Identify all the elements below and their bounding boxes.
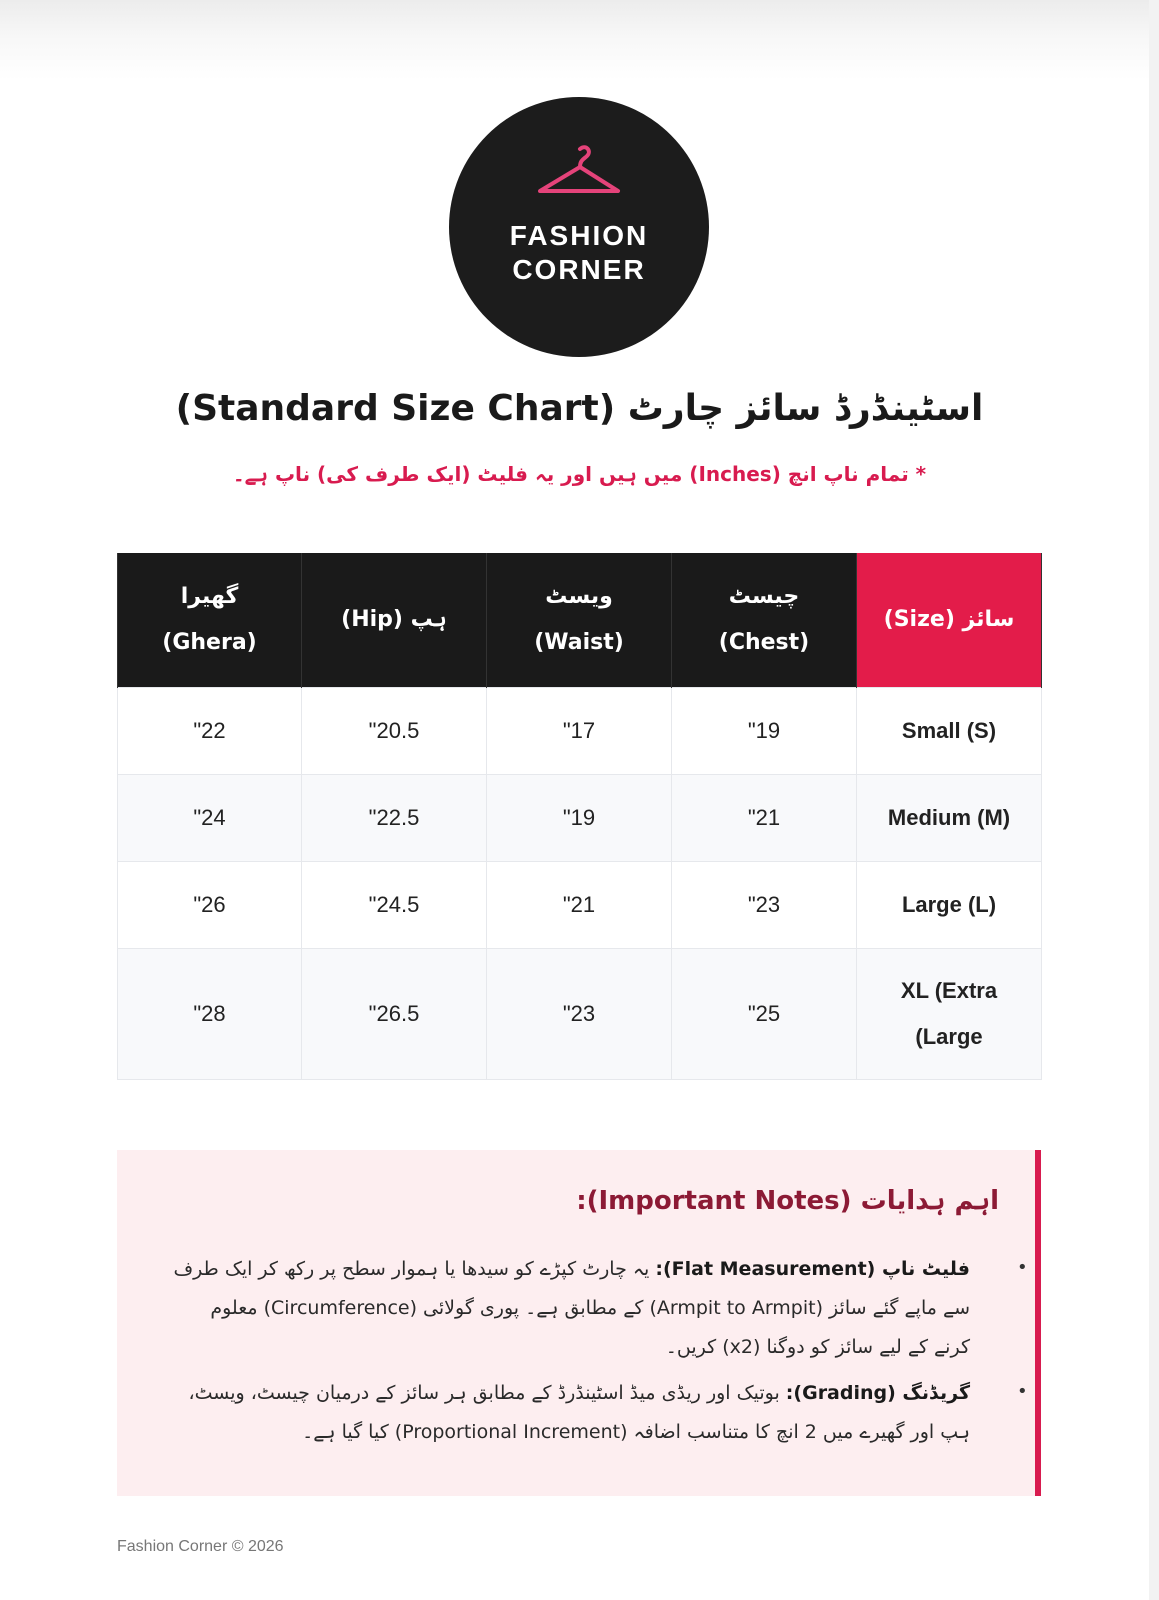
top-fade	[0, 0, 1159, 80]
row-size: Medium (M)	[857, 774, 1042, 861]
important-notes-box	[117, 1150, 1041, 1496]
note-label: فلیٹ ناپ (Flat Measurement):	[655, 1258, 970, 1280]
notes-title: اہم ہدایات (Important Notes):	[576, 1186, 999, 1216]
row-chest: 23"	[672, 861, 857, 948]
row-size: Small (S)	[857, 687, 1042, 774]
header-size-label: سائز (Size)	[883, 606, 1015, 632]
row-size	[857, 948, 1042, 1079]
brand-line-1: FASHION	[509, 220, 649, 251]
row-chest: 21"	[672, 774, 857, 861]
note-item	[170, 1374, 970, 1452]
row-hip: 22.5"	[302, 774, 487, 861]
table-row	[118, 774, 1042, 861]
table-row	[118, 687, 1042, 774]
note-text: یہ چارٹ کپڑے کو سیدھا یا ہموار سطح پر رکھ کر ایک طرف سے ماپے گئے سائز (Armpit to Armpit) کے مطابق ہے۔ پوری گولائی (Circumference) معلوم کرنے کے لیے سائز کو دوگنا (x2) کریں۔	[173, 1258, 970, 1358]
header-hip	[302, 553, 487, 687]
brand-logo	[449, 97, 709, 357]
table-row	[118, 861, 1042, 948]
row-size-line-1: XL (Extra	[900, 977, 998, 1003]
row-ghera: 28"	[118, 948, 302, 1079]
header-waist-urdu: ویسٹ	[545, 583, 613, 609]
page-title: اسٹینڈرڈ سائز چارٹ (Standard Size Chart)	[175, 388, 984, 429]
brand-line-2: CORNER	[512, 254, 646, 285]
header-chest	[672, 553, 857, 687]
row-chest: 25"	[672, 948, 857, 1079]
row-ghera: 22"	[118, 687, 302, 774]
header-waist-english: (Waist)	[534, 629, 624, 655]
row-hip: 24.5"	[302, 861, 487, 948]
table-row	[118, 948, 1042, 1079]
header-chest-urdu: چیسٹ	[728, 583, 800, 609]
page-subtitle: * تمام ناپ انچ (Inches) میں ہیں اور یہ فلیٹ (ایک طرف کی) ناپ ہے۔	[232, 462, 927, 486]
bullet-icon: •	[1017, 1381, 1028, 1402]
bullet-icon: •	[1017, 1257, 1028, 1278]
footer-copyright: Fashion Corner © 2026	[117, 1538, 284, 1555]
row-waist: 17"	[487, 687, 672, 774]
header-hip-label: ہپ (Hip)	[341, 606, 447, 632]
row-waist: 23"	[487, 948, 672, 1079]
brand-name	[449, 219, 709, 287]
note-text: بوتیک اور ریڈی میڈ اسٹینڈرڈ کے مطابق ہر سائز کے درمیان چیسٹ، ویسٹ، ہپ اور گھیرے میں 2 انچ کا متناسب اضافہ (Proportional Increment) کیا گیا ہے۔	[188, 1382, 970, 1443]
hanger-icon	[534, 143, 624, 203]
page-edge	[1149, 0, 1159, 1600]
row-chest: 19"	[672, 687, 857, 774]
row-ghera: 26"	[118, 861, 302, 948]
size-chart-table	[117, 553, 1042, 1080]
row-hip: 20.5"	[302, 687, 487, 774]
header-size	[857, 553, 1042, 687]
header-ghera-english: (Ghera)	[162, 629, 257, 655]
row-waist: 19"	[487, 774, 672, 861]
header-ghera-urdu: گھیرا	[180, 583, 239, 609]
row-waist: 21"	[487, 861, 672, 948]
header-ghera	[118, 553, 302, 687]
row-size-line-2: Large)	[915, 1023, 983, 1049]
note-label: گریڈنگ (Grading):	[785, 1382, 970, 1404]
table-header-row	[118, 553, 1042, 687]
header-chest-english: (Chest)	[718, 629, 810, 655]
row-hip: 26.5"	[302, 948, 487, 1079]
header-waist	[487, 553, 672, 687]
row-size: Large (L)	[857, 861, 1042, 948]
note-item	[170, 1250, 970, 1367]
row-ghera: 24"	[118, 774, 302, 861]
